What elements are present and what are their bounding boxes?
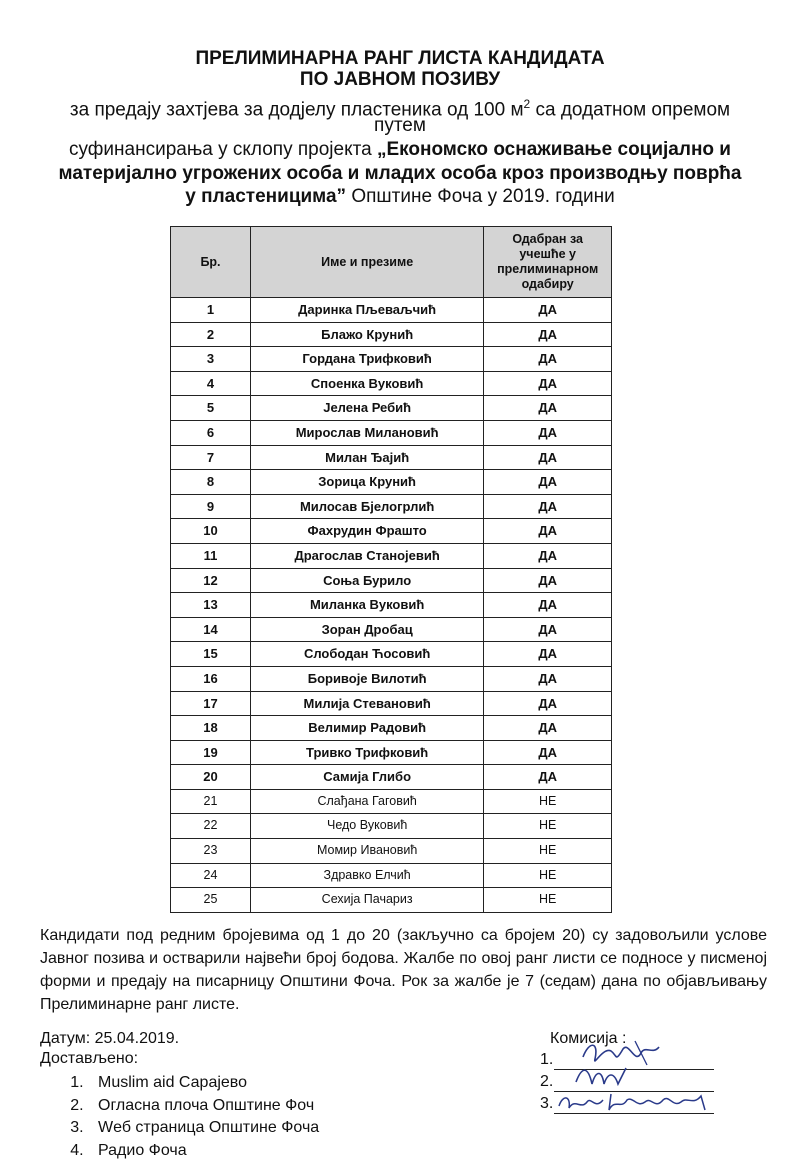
subtitle-line1-text-end: са додатном опремом <box>530 99 731 121</box>
candidate-name: Слободан Ћосовић <box>250 642 483 667</box>
commission-label: Комисија : <box>550 1030 627 1047</box>
commission-member-number: 2. <box>540 1073 554 1090</box>
row-number: 4 <box>171 371 251 396</box>
candidate-name: Миланка Вуковић <box>250 593 483 618</box>
candidate-name: Зоран Дробац <box>250 617 483 642</box>
selection-status: ДА <box>484 691 612 716</box>
row-number: 23 <box>171 839 251 864</box>
table-row <box>171 470 612 495</box>
candidate-name: Тривко Трифковић <box>250 740 483 765</box>
date-line: Датум: 25.04.2019. <box>40 1030 180 1047</box>
candidate-name: Јелена Ребић <box>250 396 483 421</box>
recipient-item: 4. Радио Фоча <box>88 1140 319 1163</box>
commission-member-number: 1. <box>540 1051 554 1068</box>
row-number: 15 <box>171 642 251 667</box>
table-row <box>171 322 612 347</box>
row-number: 8 <box>171 470 251 495</box>
subtitle-line3 <box>0 139 800 161</box>
recipient-item: 1. Muslim aid Сарајево <box>88 1072 319 1095</box>
selection-status: ДА <box>484 298 612 323</box>
candidate-name: Драгослав Станојевић <box>250 543 483 568</box>
signature-3 <box>555 1088 725 1118</box>
note-paragraph: Кандидати под редним бројевима од 1 до 20 (закључно са бројем 20) су задовољили услове Јавног позива и остварили највећи број бодова. Жалбе по овој ранг листи се подносе у писменој форми и предају на писарницу Општини Фоча. Рок за жалбе је 7 (седам) дана по објављивању Прелиминарне ранг листе. <box>40 927 767 1013</box>
column-header-selected <box>484 227 612 298</box>
table-row <box>171 814 612 839</box>
column-header-number: Бр. <box>171 227 251 298</box>
row-number: 24 <box>171 863 251 888</box>
row-number: 3 <box>171 347 251 372</box>
subtitle-line3-text: суфинансирања у склопу пројекта <box>69 139 377 160</box>
candidate-name: Мирослав Милановић <box>250 420 483 445</box>
row-number: 2 <box>171 322 251 347</box>
candidate-name: Здравко Елчић <box>250 863 483 888</box>
row-number: 22 <box>171 814 251 839</box>
candidate-name: Даринка Пљеваљчић <box>250 298 483 323</box>
table-row <box>171 298 612 323</box>
table-row <box>171 789 612 814</box>
selection-status: НЕ <box>484 789 612 814</box>
table-row <box>171 691 612 716</box>
selection-status: НЕ <box>484 814 612 839</box>
table-row <box>171 863 612 888</box>
selection-status: ДА <box>484 543 612 568</box>
candidate-name: Фахрудин Фрашто <box>250 519 483 544</box>
candidate-name: Сехија Пачариз <box>250 888 483 913</box>
selection-status: ДА <box>484 420 612 445</box>
candidate-name: Момир Ивановић <box>250 839 483 864</box>
selection-status: ДА <box>484 322 612 347</box>
selection-status: ДА <box>484 470 612 495</box>
table-row <box>171 519 612 544</box>
delivered-label: Достављено: <box>40 1050 139 1067</box>
row-number: 16 <box>171 666 251 691</box>
selection-status: НЕ <box>484 888 612 913</box>
subtitle-line4 <box>0 163 800 185</box>
row-number: 18 <box>171 716 251 741</box>
table-row <box>171 420 612 445</box>
row-number: 25 <box>171 888 251 913</box>
row-number: 20 <box>171 765 251 790</box>
project-name-part2: материјално угрожених особа и младих особа кроз производњу поврћа <box>58 163 742 184</box>
selection-status: ДА <box>484 666 612 691</box>
table-row <box>171 740 612 765</box>
row-number: 6 <box>171 420 251 445</box>
row-number: 7 <box>171 445 251 470</box>
candidate-name: Зорица Крунић <box>250 470 483 495</box>
superscript-two: 2 <box>523 97 531 111</box>
column-header-selected-text: Одабран за учешће у прелиминарном одабиру <box>497 232 599 291</box>
recipients-list <box>40 1072 319 1162</box>
row-number: 9 <box>171 494 251 519</box>
project-name-part3: у пластеницима” <box>185 186 347 207</box>
candidate-name: Милија Стевановић <box>250 691 483 716</box>
table-row <box>171 494 612 519</box>
row-number: 1 <box>171 298 251 323</box>
candidate-name: Самија Глибо <box>250 765 483 790</box>
table-row <box>171 543 612 568</box>
candidate-name: Боривоје Вилотић <box>250 666 483 691</box>
table-row <box>171 716 612 741</box>
table-row <box>171 888 612 913</box>
table-row <box>171 371 612 396</box>
selection-status: ДА <box>484 593 612 618</box>
row-number: 21 <box>171 789 251 814</box>
candidate-name: Споенка Вуковић <box>250 371 483 396</box>
column-header-name: Име и презиме <box>250 227 483 298</box>
selection-status: ДА <box>484 494 612 519</box>
selection-status: НЕ <box>484 839 612 864</box>
candidate-name: Милан Ђајић <box>250 445 483 470</box>
document-title-line2: ПО ЈАВНОМ ПОЗИВУ <box>299 69 501 90</box>
candidate-name: Слађана Гаговић <box>250 789 483 814</box>
candidate-name: Гордана Трифковић <box>250 347 483 372</box>
candidate-name: Милосав Бјелогрлић <box>250 494 483 519</box>
subtitle-line5-text: Општине Фоча у 2019. години <box>346 186 615 207</box>
table-row <box>171 347 612 372</box>
table-row <box>171 666 612 691</box>
table-row <box>171 765 612 790</box>
selection-status: ДА <box>484 396 612 421</box>
selection-status: ДА <box>484 716 612 741</box>
row-number: 5 <box>171 396 251 421</box>
table-row <box>171 642 612 667</box>
candidate-name: Блажо Крунић <box>250 322 483 347</box>
recipient-item: 3. Wеб страница Општине Фоча <box>88 1117 319 1140</box>
row-number: 10 <box>171 519 251 544</box>
commission-member-number: 3. <box>540 1095 554 1112</box>
table-body <box>171 298 612 913</box>
selection-status: ДА <box>484 740 612 765</box>
selection-status: ДА <box>484 519 612 544</box>
row-number: 12 <box>171 568 251 593</box>
subtitle-line1-text: за предају захтјева за додјелу пластеника од 100 м <box>69 99 524 121</box>
selection-status: ДА <box>484 347 612 372</box>
row-number: 17 <box>171 691 251 716</box>
table-header-row <box>171 227 612 298</box>
candidate-name: Велимир Радовић <box>250 716 483 741</box>
selection-status: НЕ <box>484 863 612 888</box>
selection-status: ДА <box>484 445 612 470</box>
row-number: 19 <box>171 740 251 765</box>
table-row <box>171 839 612 864</box>
table-row <box>171 593 612 618</box>
table-row <box>171 445 612 470</box>
row-number: 14 <box>171 617 251 642</box>
row-number: 13 <box>171 593 251 618</box>
project-name-part1: „Економско оснаживање социјално и <box>376 139 731 160</box>
table-row <box>171 617 612 642</box>
ranking-table <box>170 226 612 913</box>
table-row <box>171 568 612 593</box>
recipient-item: 2. Огласна плоча Општине Фоч <box>88 1095 319 1118</box>
selection-status: ДА <box>484 371 612 396</box>
subtitle-line2: путем <box>374 115 426 136</box>
table-row <box>171 396 612 421</box>
selection-status: ДА <box>484 642 612 667</box>
selection-status: ДА <box>484 765 612 790</box>
candidate-name: Соња Бурило <box>250 568 483 593</box>
subtitle-line5 <box>0 186 800 208</box>
document-title-line1: ПРЕЛИМИНАРНА РАНГ ЛИСТА КАНДИДАТА <box>195 48 605 69</box>
candidate-name: Чедо Вуковић <box>250 814 483 839</box>
selection-status: ДА <box>484 617 612 642</box>
row-number: 11 <box>171 543 251 568</box>
selection-status: ДА <box>484 568 612 593</box>
